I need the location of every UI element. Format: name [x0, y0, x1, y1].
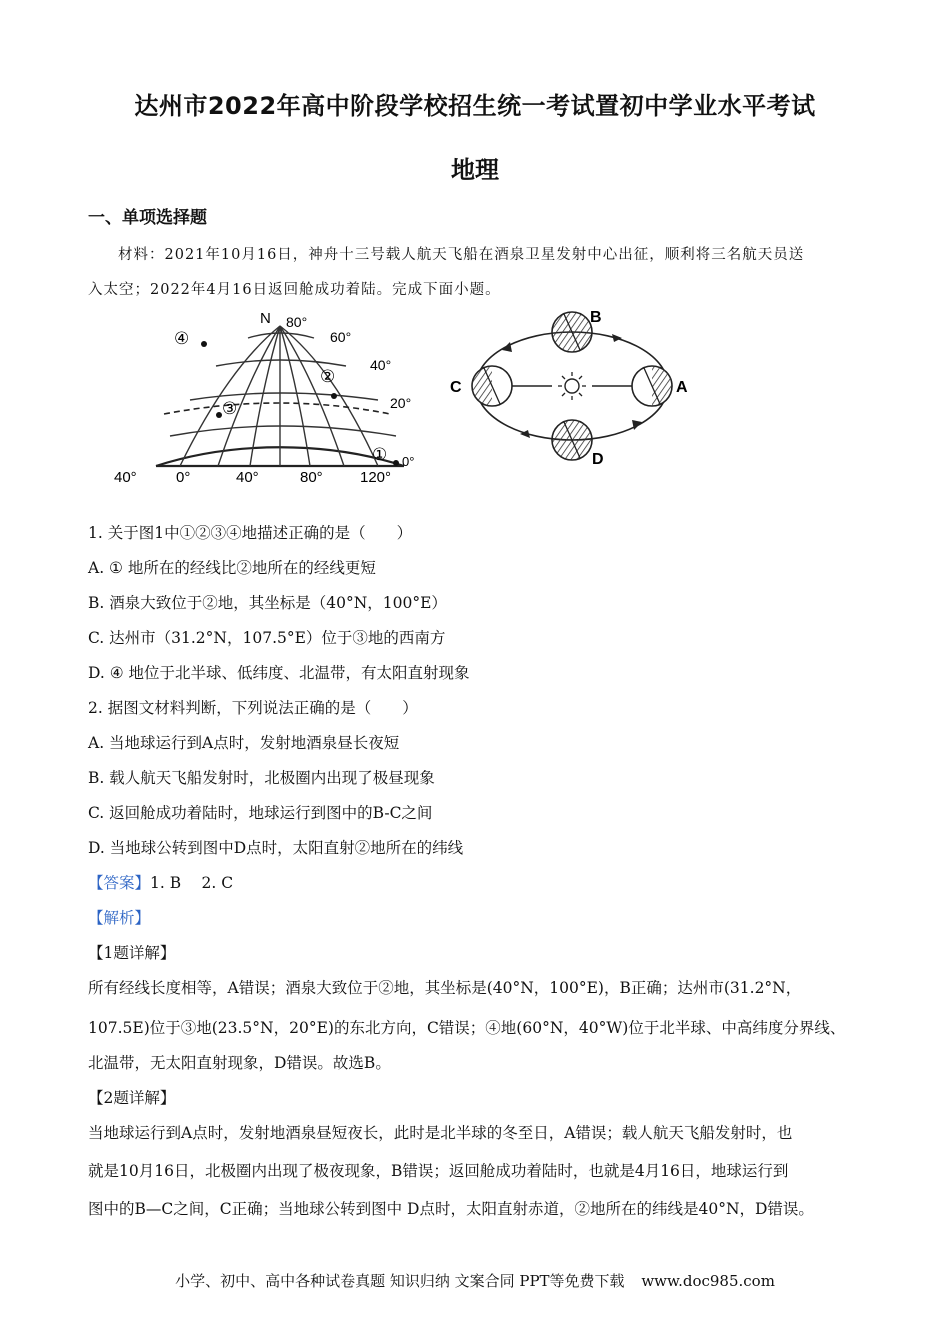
analysis-label: 【解析】 [88, 909, 151, 927]
q1-option-a: A. ① 地所在的经线比②地所在的经线更短 [88, 559, 376, 577]
exam-title: 达州市2022年高中阶段学校招生统一考试置初中学业水平考试 [134, 92, 816, 120]
sun-icon [565, 379, 579, 393]
position-b-label: B [590, 309, 602, 326]
figure-1-lat-lon-grid [108, 308, 426, 490]
lon-80e-label: 80° [300, 469, 323, 486]
north-label: N [260, 310, 271, 327]
detail-2-line-3: 图中的B—C之间，C正确；当地球公转到图中 D点时，太阳直射赤道，②地所在的纬线是40°N，D错误。 [88, 1200, 814, 1218]
position-c-label: C [450, 379, 462, 396]
point-3-label: ③ [222, 399, 238, 418]
answer-text: 1. B 2. C [150, 874, 234, 892]
figure-2-earth-orbit [446, 306, 698, 470]
position-a-label: A [676, 379, 688, 396]
point-4-label: ④ [174, 329, 190, 348]
lon-40e-label: 40° [236, 469, 259, 486]
q1-option-b: B. 酒泉大致位于②地，其坐标是（40°N，100°E） [88, 594, 447, 612]
detail-1-line-3: 北温带，无太阳直射现象，D错误。故选B。 [88, 1054, 391, 1072]
footer-text: 小学、初中、高中各种试卷真题 知识归纳 文案合同 PPT等免费下载 [175, 1272, 625, 1290]
q2-option-b: B. 载人航天飞船发射时，北极圈内出现了极昼现象 [88, 769, 435, 787]
lat-60-label: 60° [330, 329, 352, 345]
earth-b-icon [552, 312, 592, 352]
earth-d-icon [552, 420, 592, 460]
detail-2-line-1: 当地球运行到A点时，发射地酒泉昼短夜长，此时是北半球的冬至日，A错误；载人航天飞船发射时，也 [88, 1124, 793, 1142]
point-1-label: ① [372, 445, 388, 464]
footer-link[interactable]: www.doc985.com [641, 1272, 775, 1290]
lat-80-label: 80° [286, 314, 308, 330]
detail-1-line-2: 107.5E)位于③地(23.5°N，20°E)的东北方向，C错误；④地(60°N，40°W)位于北半球、中高纬度分界线、 [88, 1019, 846, 1037]
lat-40-label: 40° [370, 357, 392, 373]
q2-option-d: D. 当地球公转到图中D点时，太阳直射②地所在的纬线 [88, 839, 464, 857]
q2-option-c: C. 返回舱成功着陆时，地球运行到图中的B-C之间 [88, 804, 433, 822]
section-heading: 一、单项选择题 [88, 208, 207, 228]
material-line-1: 材料：2021年10月16日，神舟十三号载人航天飞船在酒泉卫星发射中心出征，顺利将三名航天员送 [118, 247, 805, 263]
detail-2-label: 【2题详解】 [88, 1089, 176, 1107]
lat-0-label: 0° [402, 454, 415, 469]
lat-20-label: 20° [390, 395, 412, 411]
earth-c-icon [472, 366, 512, 406]
page-footer [0, 1270, 950, 1291]
lon-0-label: 0° [176, 469, 191, 486]
detail-2-line-2: 就是10月16日，北极圈内出现了极夜现象，B错误；返回舱成功着陆时，也就是4月16日，地球运行到 [88, 1162, 789, 1180]
answer-label: 【答案】 [88, 874, 151, 892]
earth-a-icon [632, 366, 672, 406]
material-line-2: 入太空；2022年4月16日返回舱成功着陆。完成下面小题。 [88, 282, 501, 298]
detail-1-line-1: 所有经线长度相等，A错误；酒泉大致位于②地，其坐标是(40°N，100°E)，B正确；达州市(31.2°N， [88, 979, 802, 997]
q2-option-a: A. 当地球运行到A点时，发射地酒泉昼长夜短 [88, 734, 400, 752]
detail-1-label: 【1题详解】 [88, 944, 176, 962]
point-2-label: ② [320, 367, 336, 386]
exam-subject: 地理 [451, 156, 499, 184]
position-d-label: D [592, 451, 604, 468]
q1-option-d: D. ④ 地位于北半球、低纬度、北温带，有太阳直射现象 [88, 664, 470, 682]
lon-40w-label: 40° [114, 469, 137, 486]
q1-option-c: C. 达州市（31.2°N，107.5°E）位于③地的西南方 [88, 629, 446, 647]
answer-line [88, 871, 233, 893]
lon-120e-label: 120° [360, 469, 392, 486]
q2-stem: 2. 据图文材料判断，下列说法正确的是（ ） [88, 699, 418, 717]
q1-stem: 1. 关于图1中①②③④地描述正确的是（ ） [88, 524, 413, 542]
